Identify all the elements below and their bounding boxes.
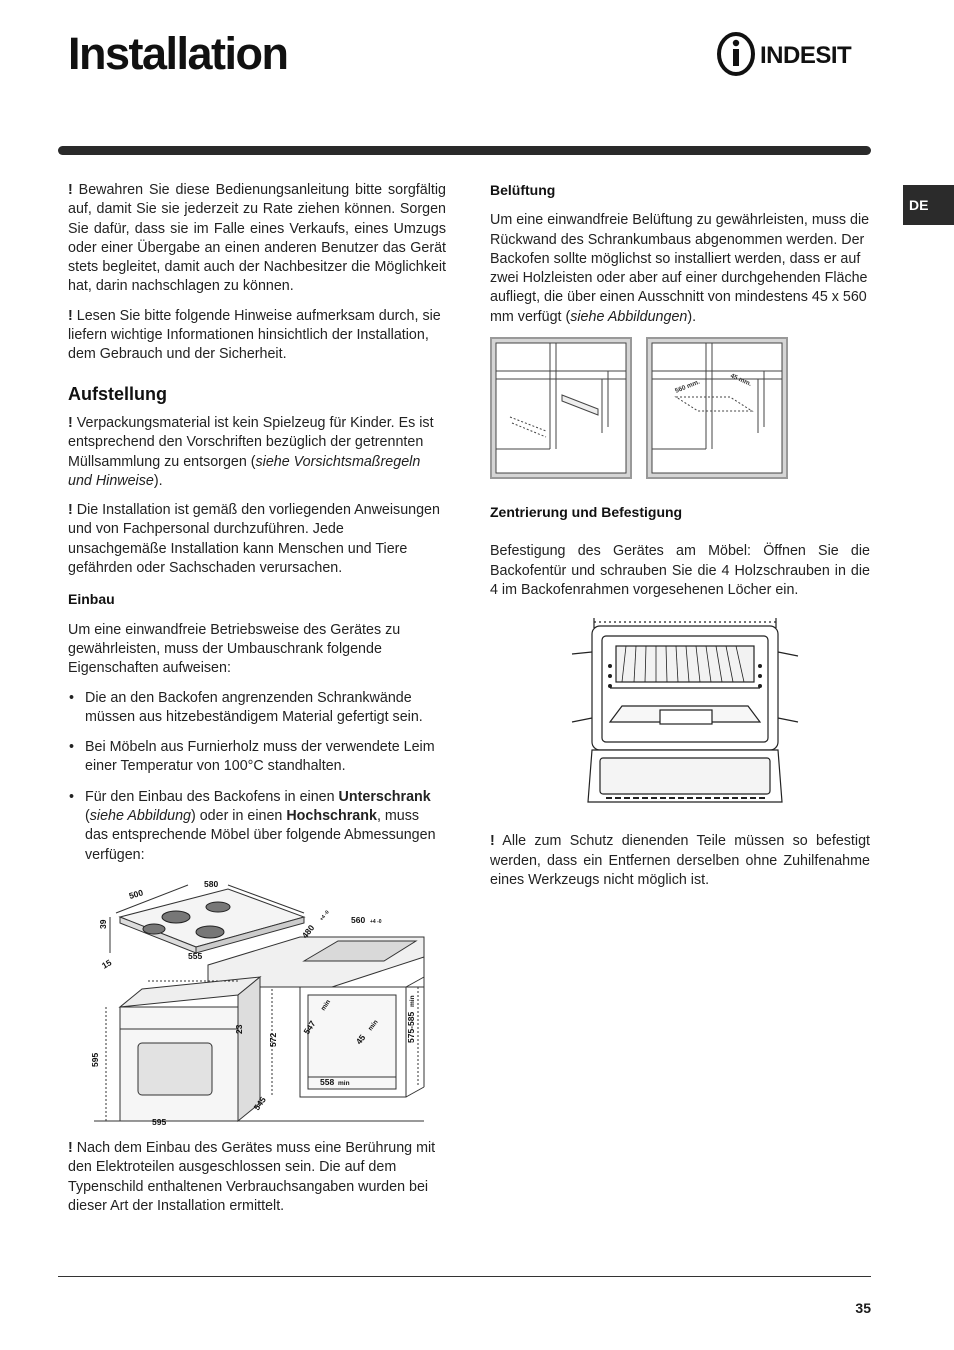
list-item: • Die an den Backofen angrenzenden Schrankwände müssen aus hitzebeständigem Material gefertigt sein. xyxy=(68,689,446,728)
dim-558-unit: min xyxy=(338,1079,350,1087)
aufstellung-text-end: ). xyxy=(153,472,163,489)
dim-575-585: 575-585 xyxy=(406,1011,416,1043)
intro-paragraph-1 xyxy=(68,181,446,297)
einbau-intro: Um eine einwandfreie Betriebsweise des Gerätes zu gewährleisten, muss der Umbauschrank folgende Eigenschaften aufweisen: xyxy=(68,621,401,677)
dim-560: 560 xyxy=(351,914,366,925)
warning-mark: ! xyxy=(68,307,73,324)
subheading-belueftung: Belüftung xyxy=(490,182,556,198)
list-item: • Bei Möbeln aus Furnierholz muss der verwendete Leim einer Temperatur von 100°C standhalten. xyxy=(68,738,446,777)
dim-555: 555 xyxy=(188,950,203,961)
ventilation-figures xyxy=(490,337,790,479)
subheading-zentrierung: Zentrierung und Befestigung xyxy=(490,504,683,521)
aufstellung-paragraph-2 xyxy=(68,501,446,578)
term-unterschrank: Unterschrank xyxy=(338,788,431,805)
section-heading-aufstellung: Aufstellung xyxy=(68,383,167,404)
aufstellung-text-2: Die Installation ist gemäß den vorliegenden Anweisungen und von Fachpersonal durchzuführen. Jede unsachgemäße Installation kann Menschen und Tiere gefährden oder Sachschaden verursachen. xyxy=(68,502,440,577)
vent-label-45mm: 45 mm. xyxy=(729,372,753,389)
dim-39: 39 xyxy=(98,919,108,929)
hob-burner xyxy=(143,924,165,934)
dim-480: 480 xyxy=(299,922,317,941)
after-install-text: Nach dem Einbau des Gerätes muss eine Berührung mit den Elektroteilen ausgeschlossen sein. Die auf dem Typenschild enthaltenen Verbrauchsangaben wurden bei dieser Art der Installation ermittelt. xyxy=(68,1139,436,1214)
warning-mark: ! xyxy=(68,414,73,431)
oven-rack xyxy=(616,646,754,682)
einbau-list xyxy=(68,689,446,865)
oven-window xyxy=(138,1043,212,1095)
oven-fixing-figure xyxy=(570,614,800,810)
dim-500: 500 xyxy=(127,887,145,901)
hob-burner xyxy=(206,902,230,912)
brand-wordmark: INDESIT xyxy=(760,42,852,69)
dim-15: 15 xyxy=(100,957,114,971)
dim-595-horizontal: 595 xyxy=(152,1116,167,1127)
page-title: Installation xyxy=(68,28,288,79)
vent-label-560mm: 560 mm. xyxy=(674,378,701,395)
vent-panel-strips xyxy=(496,343,626,473)
aufstellung-text-1: Verpackungsmaterial ist kein Spielzeug für Kinder. Es ist entsprechend den Vorschriften bezüglich der getrennten Müllsammlung zu entsorgen ( xyxy=(68,414,434,470)
protection-text: Alle zum Schutz dienenden Teile müssen so befestigt werden, dass ein Entfernen derselben ohne Zuhilfenahme eines Werkzeugs nicht möglich ist. xyxy=(490,833,871,888)
header-rule xyxy=(58,146,871,155)
indesit-logo xyxy=(716,30,876,78)
protection-paragraph xyxy=(490,832,870,890)
dim-547: 547 xyxy=(301,1018,318,1037)
subheading-einbau: Einbau xyxy=(68,591,115,608)
dim-547-unit: min xyxy=(319,998,333,1013)
reference-link: siehe Abbildungen xyxy=(570,308,688,325)
intro-paragraph-2 xyxy=(68,307,446,365)
vent-panel-cutout xyxy=(652,343,782,473)
warning-mark: ! xyxy=(68,502,73,519)
left-column xyxy=(68,181,446,1226)
aufstellung-paragraph-1 xyxy=(68,414,446,491)
after-install-paragraph xyxy=(68,1139,446,1216)
dim-580: 580 xyxy=(204,878,219,889)
zentrierung-paragraph: Befestigung des Gerätes am Möbel: Öffnen Sie die Backofentür und schrauben Sie die 4 Holzschrauben in die 4 im Backofenrahmen vorgesehenen Löcher ein. xyxy=(490,543,870,598)
dim-560-tolerance: +4 -0 xyxy=(370,918,382,925)
intro-text-2: Lesen Sie bitte folgende Hinweise aufmerksam durch, sie liefern wichtige Informationen hinsichtlich der Installation, dem Gebrauch und der Sicherheit. xyxy=(68,307,441,363)
belueftung-text-end: ). xyxy=(687,308,697,325)
hob-burner xyxy=(162,911,190,923)
reference-link: siehe Abbildung xyxy=(89,808,191,825)
dim-595-vertical: 595 xyxy=(90,1052,100,1067)
dim-575-unit: min xyxy=(409,995,416,1007)
dim-23: 23 xyxy=(234,1024,244,1034)
belueftung-paragraph xyxy=(490,211,870,327)
dim-45-unit: min xyxy=(367,1018,380,1033)
term-hochschrank: Hochschrank xyxy=(286,808,377,825)
installation-dimensions-figure xyxy=(68,877,446,1127)
language-tab: DE xyxy=(903,185,954,225)
hob-burner xyxy=(196,926,224,938)
warning-mark: ! xyxy=(490,833,495,850)
dim-45: 45 xyxy=(353,1032,368,1047)
dim-572: 572 xyxy=(268,1032,278,1047)
dim-480-tolerance: +4 -0 xyxy=(318,909,331,923)
page-number: 35 xyxy=(855,1300,871,1316)
list-item: • Für den Einbau des Backofens in einen Unterschrank (siehe Abbildung) oder in einen Hochschrank, muss das entsprechende Möbel über folgende Abmessungen verfügen: xyxy=(68,788,446,865)
reference-link: siehe Vorsichtsmaßregeln und Hinweise xyxy=(68,453,421,489)
intro-text-1: Bewahren Sie diese Bedienungsanleitung bitte sorgfältig auf, damit Sie sie jederzeit zu Rate ziehen können. Sorgen Sie dafür, dass sie im Falle eines Verkaufs, eines Umzugs oder einer Übergabe an einen anderen Benutzer das Gerät stets begleitet, damit auch der Nachbesitzer die Möglichkeit hat, darin nachschlagen zu können. xyxy=(68,182,446,295)
warning-mark: ! xyxy=(68,1139,73,1156)
footer-rule xyxy=(58,1276,871,1277)
dim-545: 545 xyxy=(251,1094,268,1113)
right-column xyxy=(490,181,870,900)
dim-558: 558 xyxy=(320,1076,335,1087)
belueftung-text: Um eine einwandfreie Belüftung zu gewährleisten, muss die Rückwand des Schrankumbaus abgenommen werden. Der Backofen sollte möglichst so installiert werden, dass er auf zwei Holzleisten oder aber auf einer durchgehenden Fläche aufliegt, die über einen Ausschnitt von mindestens 45 x 560 mm verfügt ( xyxy=(490,212,870,325)
warning-mark: ! xyxy=(68,182,73,198)
